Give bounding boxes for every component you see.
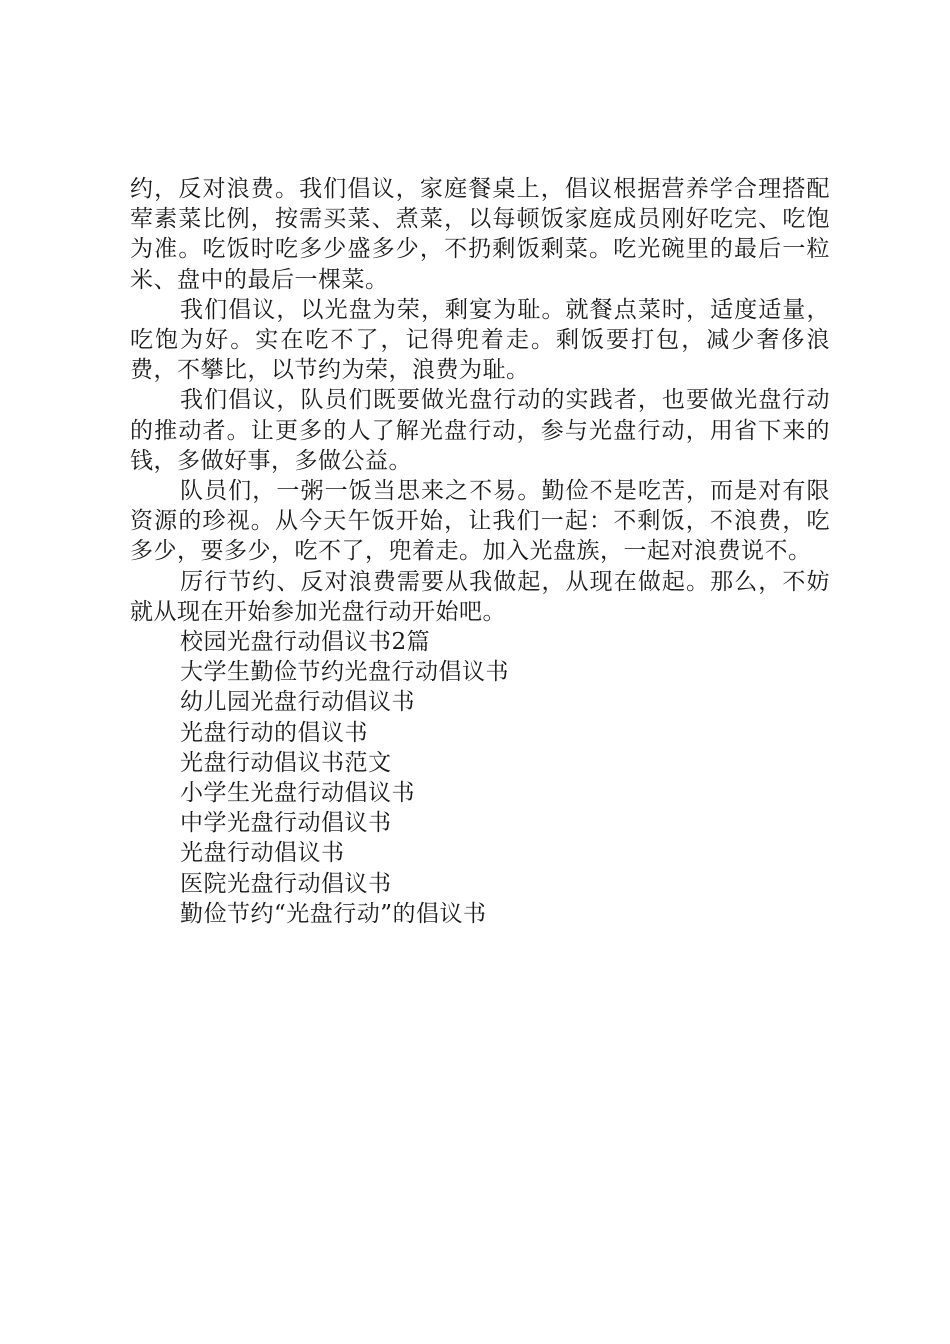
paragraph-3: 我们倡议，队员们既要做光盘行动的实践者，也要做光盘行动的推动者。让更多的人了解光盘行动，参与光盘行动，用省下来的钱，多做好事，多做公益。 [130,387,830,474]
related-title-item: 中学光盘行动倡议书 [180,810,392,837]
related-titles-list [130,627,830,929]
related-title-item: 幼儿园光盘行动倡议书 [180,689,415,716]
related-title-item: 勤俭节约“光盘行动”的倡议书 [180,900,487,927]
related-title-item: 小学生光盘行动倡议书 [180,780,415,807]
related-title-item: 大学生勤俭节约光盘行动倡议书 [180,659,509,686]
related-title-item: 校园光盘行动倡议书2篇 [180,629,431,656]
document-body [130,174,830,929]
paragraph-2: 我们倡议，以光盘为荣，剩宴为耻。就餐点菜时，适度适量，吃饱为好。实在吃不了，记得兜着走。剩饭要打包，减少奢侈浪费，不攀比，以节约为荣，浪费为耻。 [130,296,830,384]
related-title-item: 光盘行动倡议书范文 [180,749,392,776]
paragraph-4: 队员们，一粥一饭当思来之不易。勤俭不是吃苦，而是对有限资源的珍视。从今天午饭开始，让我们一起：不剩饭，不浪费，吃多少，要多少，吃不了，兜着走。加入光盘族，一起对浪费说不。 [130,478,830,565]
related-title-item: 光盘行动倡议书 [180,840,345,867]
paragraph-1: 约，反对浪费。我们倡议，家庭餐桌上，倡议根据营养学合理搭配荤素菜比例，按需买菜、煮菜，以每顿饭家庭成员刚好吃完、吃饱为准。吃饭时吃多少盛多少，不扔剩饭剩菜。吃光碗里的最后一粒米、盘中的最后一棵菜。 [130,176,830,293]
related-title-item: 光盘行动的倡议书 [180,719,368,746]
paragraph-5: 厉行节约、反对浪费需要从我做起，从现在做起。那么，不妨就从现在开始参加光盘行动开始吧。 [130,568,830,625]
related-title-item: 医院光盘行动倡议书 [180,870,392,897]
